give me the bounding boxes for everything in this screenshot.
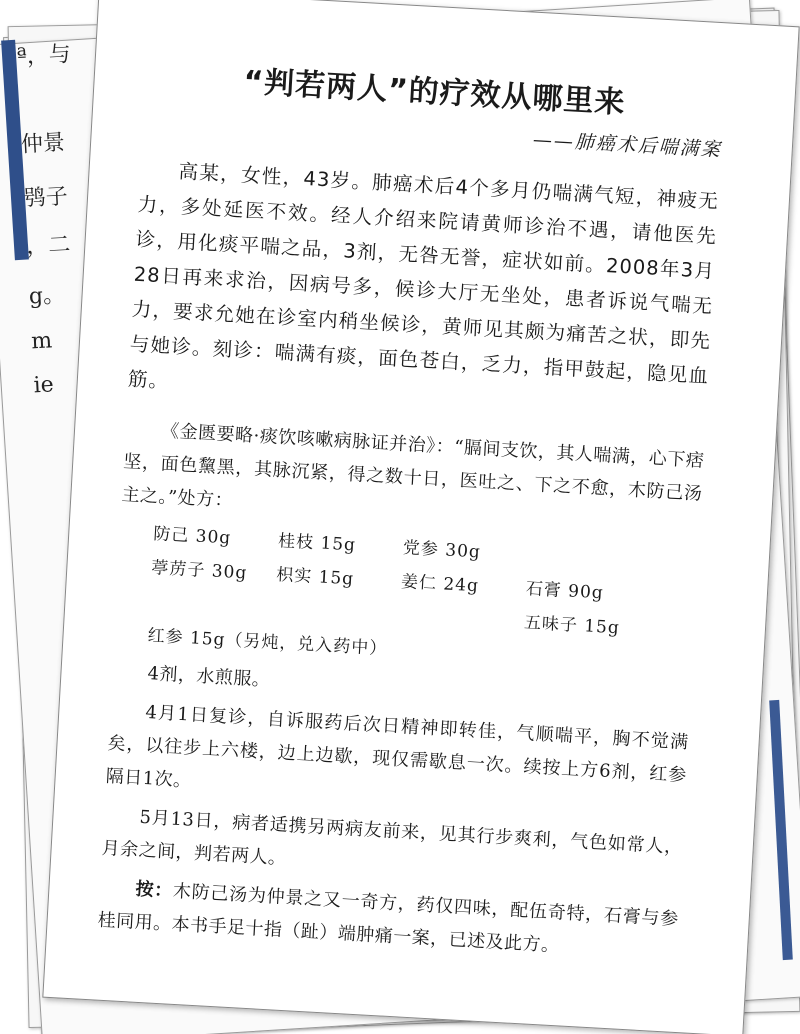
prescription-list bbox=[147, 519, 700, 681]
herb-item: 枳实 15g bbox=[275, 565, 355, 590]
herb-item: 桂枝 15g bbox=[277, 531, 357, 556]
fragment-text: 仲景 bbox=[20, 130, 66, 158]
followup-paragraph: 5月13日，病者适携另两病友前来，见其行步爽利，气色如常人，月余之间，判若两人。 bbox=[101, 806, 684, 870]
page-content bbox=[97, 31, 727, 969]
commentary-text: 木防己汤为仲景之又一奇方，药仅四味，配伍奇特，石膏与参桂同用。本书手足十指（趾）端肿痛一案，已述及此方。 bbox=[97, 880, 680, 957]
page-title: “判若两人”的疗效从哪里来 bbox=[242, 64, 627, 121]
herb-item: 防己 30g bbox=[152, 524, 232, 549]
herb-item: 姜仁 24g bbox=[400, 572, 480, 597]
herb-note: 红参 15g（另炖，兑入药中） bbox=[147, 625, 388, 660]
herb-item: 五味子 15g bbox=[523, 612, 621, 639]
classic-quote-paragraph: 《金匮要略·痰饮咳嗽病脉证并治》：“膈间支饮，其人喘满，心下痞坚，面色黧黑，其脉沉紧，得之数十日，医吐之、下之不愈，木防己汤主之。”处方： bbox=[120, 420, 705, 512]
followup-paragraph: 4月1日复诊，自诉服药后次日精神即转佳，气顺喘平，胸不觉满矣，以往步上六楼，边上边歇，现仅需歇息一次。续按上方6剂，红参隔日1次。 bbox=[105, 701, 690, 792]
fragment-text: ª，与 bbox=[15, 41, 72, 70]
book-page bbox=[42, 0, 799, 1034]
fragment-text: ie bbox=[32, 372, 55, 399]
case-paragraph: 高某，女性，43岁。肺癌术后4个多月仍喘满气短，神疲无力，多处延医不效。经人介绍来院请黄师诊治不遇，请他医先诊，用化痰平喘之品，3剂，无咎无誉，症状如前。2008年3月28日再来求治，因病号多，候诊大厅无坐处，患者诉说气喘无力，要求允她在诊室内稍坐候诊，黄师见其颇为痛苦之状，即先与她诊。刻诊：喘满有痰，面色苍白，乏力，指甲鼓起，隐见血筋。 bbox=[127, 159, 720, 393]
fragment-text: 鸮子 bbox=[23, 184, 69, 212]
fragment-text: m bbox=[30, 328, 53, 355]
herb-item: 党参 30g bbox=[402, 538, 482, 563]
fragment-text: ，二 bbox=[25, 232, 71, 260]
herb-item bbox=[274, 594, 400, 631]
commentary-label: 按： bbox=[134, 878, 174, 902]
herb-item: 石膏 90g bbox=[525, 578, 605, 604]
dosage-line: 4剂，水煎服。 bbox=[146, 663, 271, 691]
fragment-text: g。 bbox=[28, 282, 66, 310]
herb-item: 葶苈子 30g bbox=[150, 558, 248, 584]
herb-item bbox=[527, 540, 653, 577]
page-subtitle: ——肺癌术后喘满案 bbox=[532, 128, 723, 162]
herb-item bbox=[398, 601, 524, 638]
herb-item bbox=[149, 587, 275, 624]
